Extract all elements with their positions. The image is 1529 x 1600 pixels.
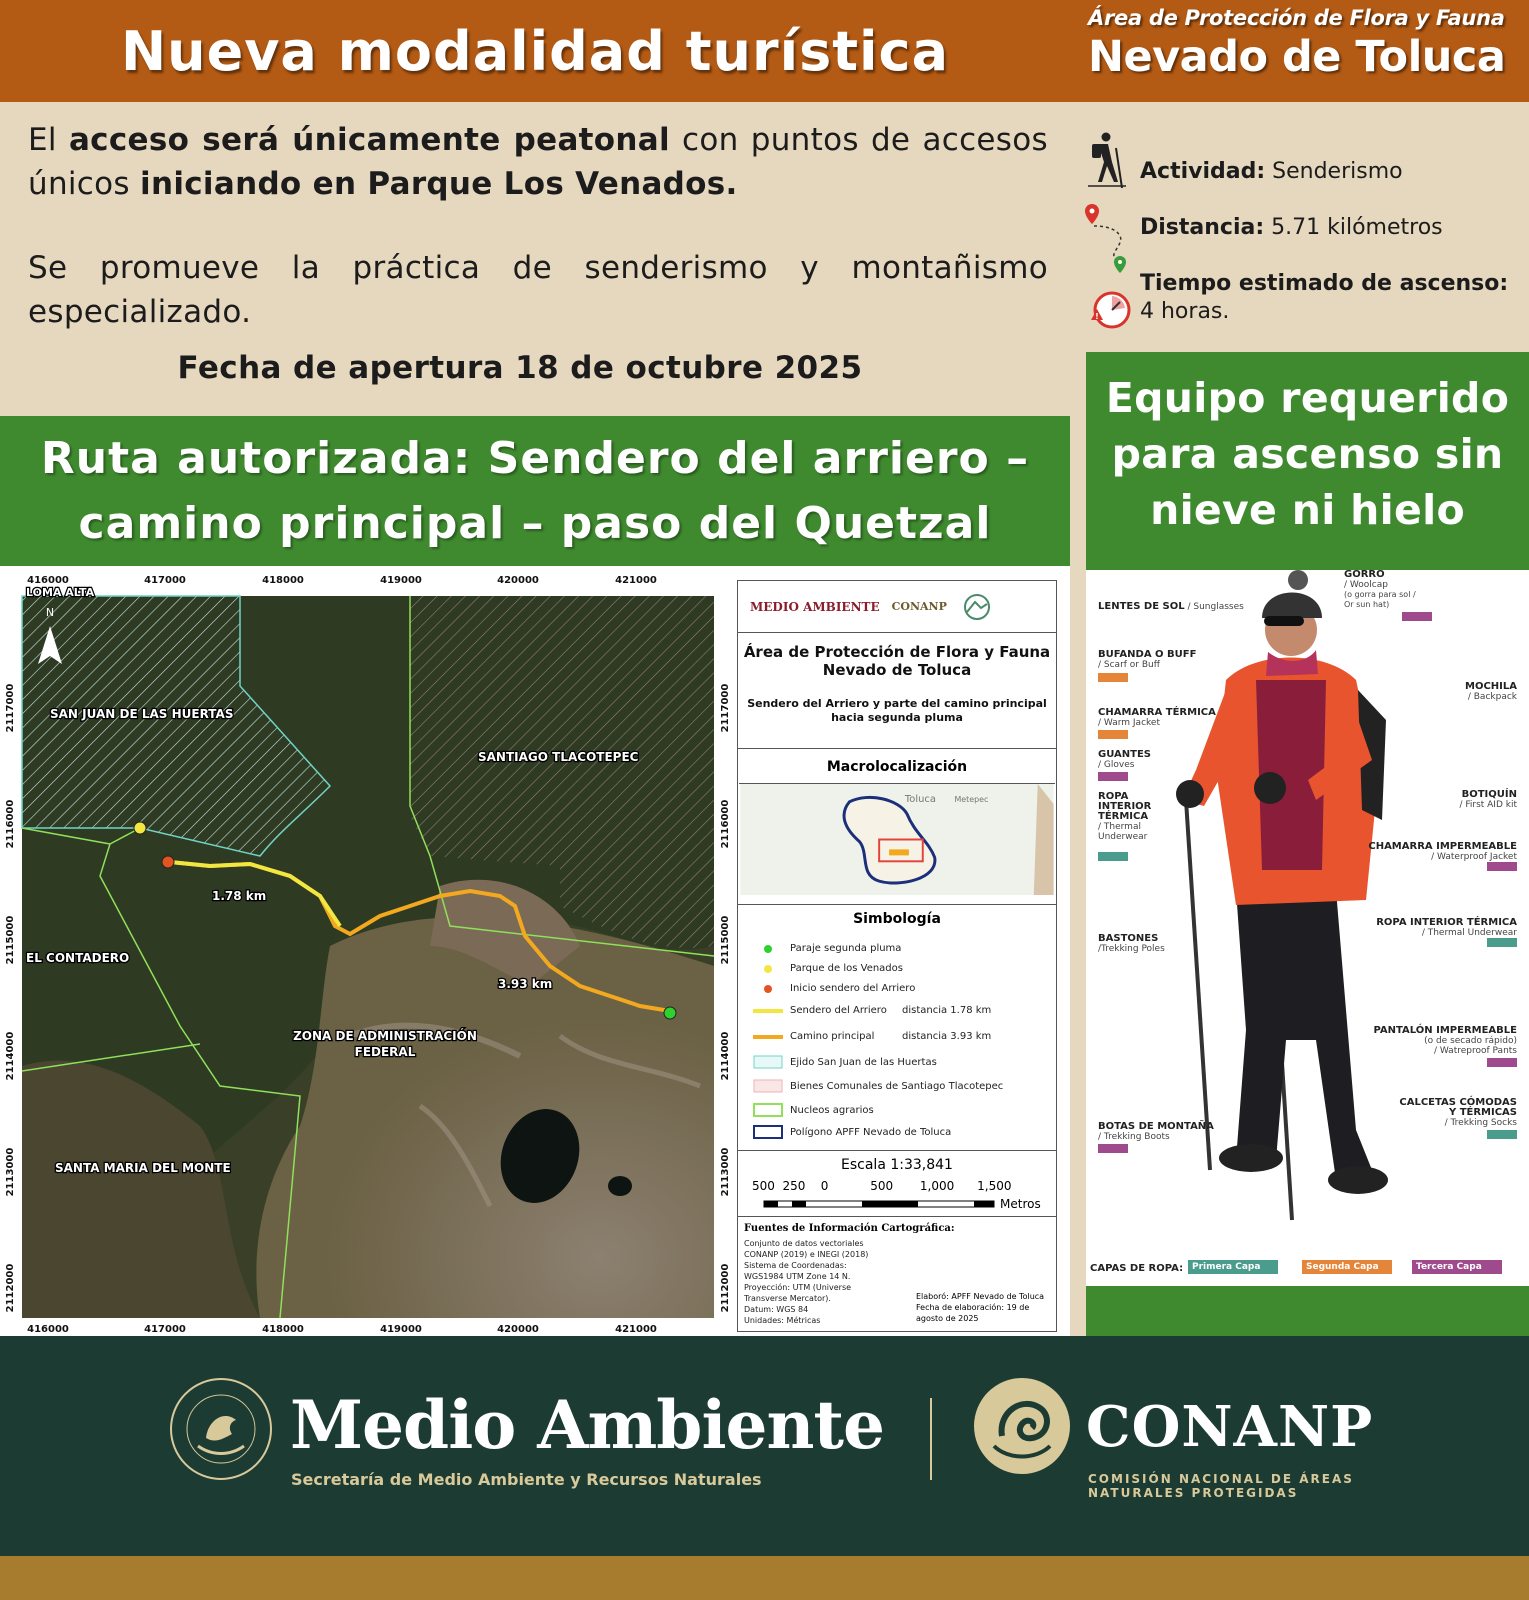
elaboration-info [916, 1291, 1052, 1324]
elaboro-line: agosto de 2025 [916, 1314, 979, 1323]
legend-title [738, 633, 1056, 749]
gear-label-chamarra-impermeable: CHAMARRA IMPERMEABLE / Waterproof Jacket [1368, 841, 1517, 862]
legend-title-1: Área de Protección de Flora y Fauna [743, 643, 1051, 661]
sources-title: Fuentes de Información Cartográfica: [744, 1223, 955, 1234]
stopwatch-icon [1088, 290, 1132, 330]
y-tick: 2115000 [5, 915, 16, 965]
conanp-title: CONANP [1086, 1394, 1374, 1460]
sources [738, 1217, 1056, 1333]
santiago-label: SANTIAGO TLACOTEPEC [478, 750, 639, 764]
santa-maria-label: SANTA MARIA DEL MONTE [55, 1161, 231, 1175]
layer-tag [1487, 1058, 1517, 1067]
time-value: 4 horas. [1140, 299, 1230, 324]
simbologia [738, 905, 1056, 1151]
layer-1: Primera Capa [1188, 1260, 1278, 1274]
segunda-pluma-marker [664, 1007, 676, 1019]
scale-units: Metros [1000, 1197, 1041, 1211]
source-line: Conjunto de datos vectoriales [744, 1239, 864, 1248]
x-tick: 419000 [380, 1324, 422, 1335]
footer [0, 1336, 1529, 1556]
conanp-logo-icon [972, 1376, 1072, 1476]
time-row [1140, 270, 1508, 326]
scale-text: Escala 1:33,841 [841, 1157, 953, 1173]
intro-text [0, 102, 1070, 416]
layer-tag [1098, 852, 1128, 861]
route-pin-icon [1084, 202, 1134, 276]
y-tick: 2112000 [5, 1263, 16, 1313]
gear-label-bastones: BASTONES /Trekking Poles [1098, 933, 1165, 954]
distance-label: Distancia: [1140, 215, 1265, 240]
y-tick: 2114000 [720, 1031, 731, 1081]
y-tick: 2113000 [720, 1147, 731, 1197]
x-tick: 420000 [497, 1324, 539, 1335]
opening-date: Fecha de apertura 18 de octubre 2025 [177, 350, 863, 386]
area-subtitle: Área de Protección de Flora y Fauna [1088, 6, 1505, 30]
gear-label-ropa-interior: ROPA INTERIOR TÉRMICA / Thermal Underwear [1098, 791, 1152, 842]
map-legend [737, 580, 1057, 1332]
macro-title: Macrolocalización [826, 759, 968, 775]
layer-2: Segunda Capa [1302, 1260, 1392, 1274]
legend-item: Paraje segunda pluma [752, 943, 901, 954]
distance-row [1140, 214, 1443, 242]
x-tick: 416000 [27, 1324, 69, 1335]
hiker-icon [1086, 132, 1128, 188]
conanp-subtitle: COMISIÓN NACIONAL DE ÁREAS NATURALES PROTEGIDAS [1088, 1472, 1354, 1500]
source-line: Datum: WGS 84 [744, 1305, 809, 1314]
route-map [0, 566, 737, 1336]
legend-item: Polígono APFF Nevado de Toluca [752, 1125, 951, 1139]
scale-bar [738, 1151, 1056, 1217]
y-tick: 2113000 [5, 1147, 16, 1197]
source-line: CONANP (2019) e INEGI (2018) [744, 1250, 869, 1259]
x-tick: 417000 [144, 575, 186, 586]
gear-label-bufanda: BUFANDA O BUFF / Scarf or Buff [1098, 649, 1197, 670]
layer-tag [1402, 612, 1432, 621]
medio-ambiente-logo: MEDIO AMBIENTE [750, 599, 880, 614]
area-title: Nevado de Toluca [1088, 32, 1506, 82]
legend-item: Parque de los Venados [752, 963, 903, 974]
el-contadero-label: EL CONTADERO [26, 951, 130, 965]
legend-subtitle-2: hacia segunda pluma [831, 711, 963, 724]
layers-label: CAPAS DE ROPA: [1090, 1263, 1184, 1274]
legend-item: Nucleos agrarios [752, 1103, 874, 1117]
p1-part-c: con puntos de accesos únicos [28, 122, 1048, 202]
legend-item: Bienes Comunales de Santiago Tlacotepec [752, 1079, 1003, 1093]
time-label: Tiempo estimado de ascenso: [1140, 271, 1509, 296]
promotion-paragraph: Se promueve la práctica de senderismo y montañismo especializado. [28, 250, 1048, 330]
gear-label-chamarra-termica: CHAMARRA TÉRMICA / Warm Jacket [1098, 707, 1216, 728]
equipment-title: Equipo requerido para ascenso sin nieve ni hielo [1086, 352, 1529, 570]
distance-value: 5.71 kilómetros [1264, 215, 1443, 240]
macro-toluca: Toluca [904, 793, 936, 805]
bottom-gold-bar [0, 1556, 1529, 1600]
source-line: WGS1984 UTM Zone 14 N. [744, 1272, 851, 1281]
x-tick: 420000 [497, 575, 539, 586]
legend-item: Camino principal distancia 3.93 km [752, 1031, 874, 1042]
gear-label-pantalon: PANTALÓN IMPERMEABLE (o de secado rápido) / Watreproof Pants [1373, 1025, 1517, 1056]
x-tick: 419000 [380, 575, 422, 586]
x-tick: 418000 [262, 575, 304, 586]
layer-tag [1098, 1144, 1128, 1153]
p1-part-b: acceso será únicamente peatonal [68, 122, 670, 158]
x-tick: 421000 [615, 575, 657, 586]
p1-part-d: iniciando en Parque Los Venados. [140, 166, 738, 202]
conanp-logo: CONANP [891, 600, 947, 613]
legend-item: Inicio sendero del Arriero [752, 983, 915, 994]
p1-part-a: El [28, 122, 69, 158]
source-line: Transverse Mercator). [744, 1294, 831, 1303]
y-tick: 2116000 [720, 799, 731, 849]
inicio-sendero-marker [162, 856, 174, 868]
legend-subtitle-1: Sendero del Arriero y parte del camino principal [747, 697, 1047, 710]
legend-item: Sendero del Arriero distancia 1.78 km [752, 1005, 887, 1016]
segment-2-distance: 3.93 km [498, 977, 553, 991]
activity-info [1070, 102, 1529, 352]
source-line: Sistema de Coordenadas: [744, 1261, 847, 1270]
gear-label-lentes: LENTES DE SOL / Sunglasses [1098, 601, 1244, 612]
north-label: N [45, 606, 55, 619]
y-tick: 2115000 [720, 915, 731, 965]
gear-label-gorro: GORRO / Woolcap (o gorra para sol / Or sun hat) [1344, 569, 1416, 609]
source-line: Unidades: Métricas [744, 1316, 821, 1325]
x-tick: 421000 [615, 1324, 657, 1335]
source-line: Proyección: UTM (Universe [744, 1283, 852, 1292]
layer-tag [1487, 1130, 1517, 1139]
layer-tag [1098, 730, 1128, 739]
x-tick: 418000 [262, 1324, 304, 1335]
activity-value: Senderismo [1265, 159, 1403, 184]
y-tick: 2112000 [720, 1263, 731, 1313]
gear-footer-bar [1086, 1286, 1529, 1336]
gear-label-guantes: GUANTES / Gloves [1098, 749, 1151, 770]
layer-tag [1487, 862, 1517, 871]
parque-venados-marker [134, 822, 146, 834]
y-tick: 2117000 [720, 683, 731, 733]
scale-ticks: 500 250 0 500 1,000 1,500 [752, 1179, 1012, 1193]
activity-label: Actividad: [1140, 159, 1266, 184]
legend-logos [738, 581, 1056, 633]
footer-divider [930, 1398, 932, 1480]
gear-label-botiquin: BOTIQUÍN / First AID kit [1459, 789, 1517, 810]
area-title-block [1070, 0, 1529, 102]
svg-text:!: ! [1095, 312, 1099, 321]
layer-tag [1098, 772, 1128, 781]
y-tick: 2114000 [5, 1031, 16, 1081]
gear-label-ropa-termica: ROPA INTERIOR TÉRMICA / Thermal Underwear [1376, 917, 1517, 938]
y-tick: 2117000 [5, 683, 16, 733]
layer-tag [1098, 673, 1128, 682]
layer-tag [1487, 938, 1517, 947]
activity-row [1140, 158, 1403, 186]
loma-alta-label: LOMA ALTA [26, 586, 95, 599]
simbologia-title: Simbología [853, 911, 941, 927]
layer-3: Tercera Capa [1412, 1260, 1502, 1274]
mexico-seal-icon [168, 1376, 274, 1482]
medio-ambiente-title: Medio Ambiente [290, 1386, 884, 1464]
apff-logo-icon [959, 592, 995, 622]
gear-illustration [1086, 570, 1529, 1286]
san-juan-label: SAN JUAN DE LAS HUERTAS [50, 707, 234, 721]
gear-label-calcetas: CALCETAS CÓMODAS Y TÉRMICAS / Trekking Socks [1399, 1097, 1517, 1128]
elaboro-line: Fecha de elaboración: 19 de [916, 1303, 1030, 1312]
x-tick: 417000 [144, 1324, 186, 1335]
macro-map [739, 783, 1055, 895]
main-title: Nueva modalidad turística [0, 0, 1070, 102]
x-tick: 416000 [27, 575, 69, 586]
access-paragraph [28, 118, 1048, 206]
legend-title-2: Nevado de Toluca [822, 661, 972, 679]
medio-ambiente-subtitle: Secretaría de Medio Ambiente y Recursos Naturales [291, 1470, 762, 1489]
y-tick: 2116000 [5, 799, 16, 849]
zona-federal-label: ZONA DE ADMINISTRACIÓN [293, 1029, 477, 1043]
macrolocalizacion [738, 749, 1056, 905]
map-panel [0, 566, 1070, 1336]
segment-1-distance: 1.78 km [212, 889, 267, 903]
macro-metepec: Metepec [954, 794, 989, 804]
elaboro-line: Elaboró: APFF Nevado de Toluca [916, 1292, 1045, 1301]
legend-item: Ejido San Juan de las Huertas [752, 1055, 937, 1069]
route-title: Ruta autorizada: Sendero del arriero – camino principal – paso del Quetzal [0, 416, 1070, 566]
zona-federal-label-2: FEDERAL [354, 1045, 416, 1059]
gear-label-botas: BOTAS DE MONTAÑA / Trekking Boots [1098, 1121, 1214, 1142]
gear-label-mochila: MOCHILA / Backpack [1465, 681, 1517, 702]
